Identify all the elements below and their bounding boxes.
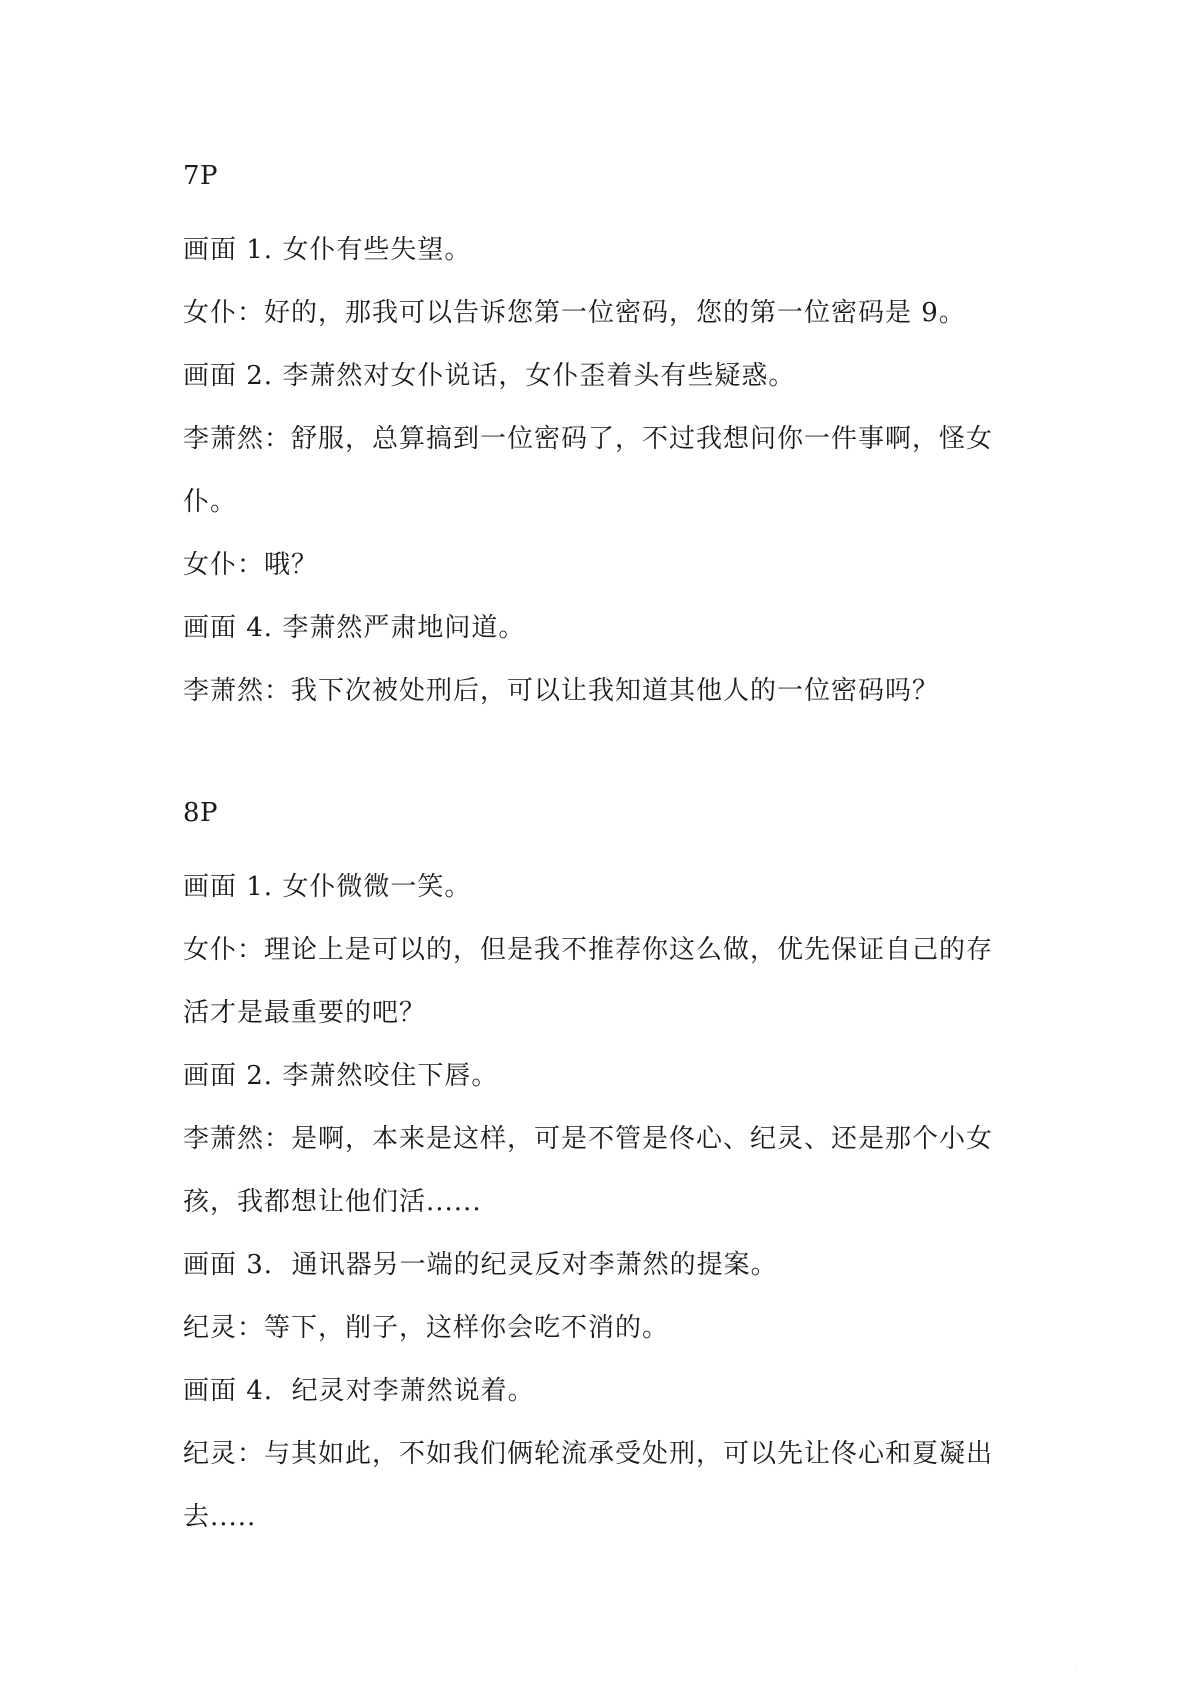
- script-line: 画面 4. 李萧然严肃地问道。: [183, 613, 526, 643]
- script-line: 画面 4. 纪灵对李萧然说着。: [183, 1376, 535, 1406]
- script-line: 去.....: [183, 1502, 257, 1532]
- section-heading: 8P: [183, 798, 219, 828]
- script-line: 仆。: [183, 487, 238, 517]
- script-line: 李萧然：我下次被处刑后，可以让我知道其他人的一位密码吗？: [183, 676, 940, 706]
- script-line: 纪灵：与其如此，不如我们俩轮流承受处刑，可以先让佟心和夏凝出: [183, 1439, 994, 1469]
- script-line: 画面 1. 女仆微微一笑。: [183, 872, 472, 902]
- section-8p: [183, 793, 1043, 1549]
- script-line: 李萧然：舒服，总算搞到一位密码了，不过我想问你一件事啊，怪女: [183, 424, 994, 454]
- script-line: 女仆：好的，那我可以告诉您第一位密码，您的第一位密码是 9。: [183, 298, 966, 328]
- script-line: 女仆：理论上是可以的，但是我不推荐你这么做，优先保证自己的存: [183, 935, 994, 965]
- watermark-logo: [990, 1631, 1170, 1679]
- script-line: 活才是最重要的吧？: [183, 998, 427, 1028]
- script-line: 纪灵：等下，削子，这样你会吃不消的。: [183, 1313, 670, 1343]
- script-line: 画面 2. 李萧然咬住下唇。: [183, 1061, 499, 1091]
- section-heading: 7P: [183, 161, 219, 191]
- section-7p: [183, 156, 1043, 723]
- script-line: 女仆：哦？: [183, 550, 319, 580]
- script-line: 画面 1. 女仆有些失望。: [183, 235, 472, 265]
- svg-text:腾讯动漫: 腾讯动漫: [1010, 1636, 1150, 1676]
- script-line: 孩，我都想让他们活......: [183, 1187, 482, 1217]
- script-line: 画面 2. 李萧然对女仆说话，女仆歪着头有些疑惑。: [183, 361, 796, 391]
- script-line: 李萧然：是啊，本来是这样，可是不管是佟心、纪灵、还是那个小女: [183, 1124, 994, 1154]
- script-line: 画面 3. 通讯器另一端的纪灵反对李萧然的提案。: [183, 1250, 778, 1280]
